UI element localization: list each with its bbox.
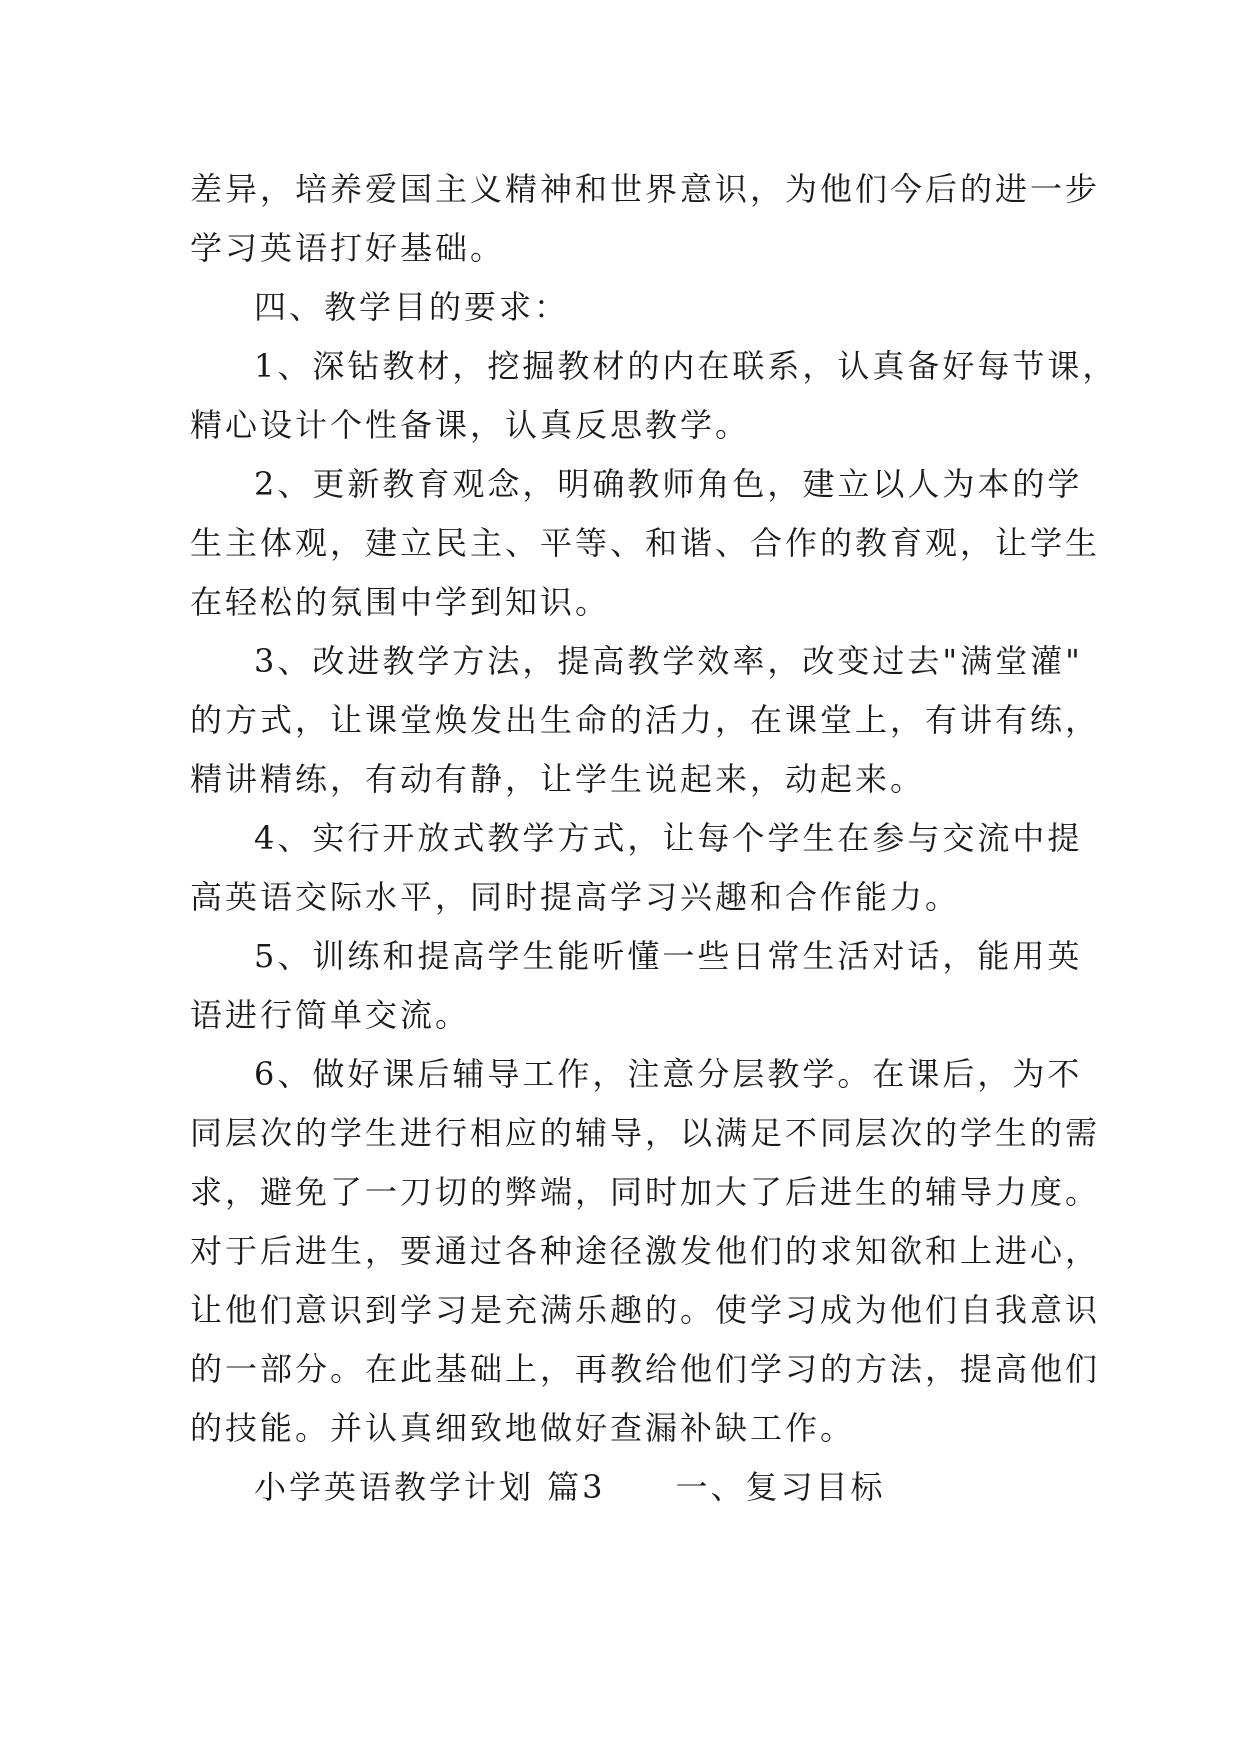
- text-line: 学习英语打好基础。: [190, 229, 506, 267]
- text-line: 高英语交际水平，同时提高学习兴趣和合作能力。: [190, 878, 961, 916]
- text-line: 的一部分。在此基础上，再教给他们学习的方法，提高他们: [190, 1350, 1101, 1388]
- text-line: 5、训练和提高学生能听懂一些日常生活对话，能用英: [254, 937, 1083, 975]
- text-line: 精心设计个性备课，认真反思教学。: [190, 406, 751, 444]
- text-line: 1、深钻教材，挖掘教材的内在联系，认真备好每节课，: [254, 347, 1118, 385]
- text-line: 精讲精练，有动有静，让学生说起来，动起来。: [190, 760, 926, 798]
- text-line: 让他们意识到学习是充满乐趣的。使学习成为他们自我意识: [190, 1291, 1101, 1329]
- text-line: 4、实行开放式教学方式，让每个学生在参与交流中提: [254, 819, 1083, 857]
- text-line: 的方式，让课堂焕发出生命的活力，在课堂上，有讲有练，: [190, 701, 1101, 739]
- text-line: 对于后进生，要通过各种途径激发他们的求知欲和上进心，: [190, 1232, 1101, 1270]
- document-body: [190, 160, 1118, 1517]
- text-line: 6、做好课后辅导工作，注意分层教学。在课后，为不: [254, 1055, 1083, 1093]
- text-line: 语进行简单交流。: [190, 996, 471, 1034]
- text-line: 求，避免了一刀切的弊端，同时加大了后进生的辅导力度。: [190, 1173, 1101, 1211]
- text-line: 的技能。并认真细致地做好查漏补缺工作。: [190, 1409, 856, 1447]
- section-heading: [190, 1458, 1070, 1517]
- section-title: 小学英语教学计划 篇3: [254, 1468, 606, 1506]
- text-line: 在轻松的氛围中学到知识。: [190, 583, 611, 621]
- text-line: 2、更新教育观念，明确教师角色，建立以人为本的学: [254, 465, 1083, 503]
- text-line: 四、教学目的要求：: [254, 288, 570, 326]
- text-line: 生主体观，建立民主、平等、和谐、合作的教育观，让学生: [190, 524, 1101, 562]
- text-line: 3、改进教学方法，提高教学效率，改变过去"满堂灌": [254, 642, 1083, 680]
- section-subtitle: 一、复习目标: [675, 1468, 886, 1506]
- text-line: 差异，培养爱国主义精神和世界意识，为他们今后的进一步: [190, 170, 1101, 208]
- text-line: 同层次的学生进行相应的辅导，以满足不同层次的学生的需: [190, 1114, 1101, 1152]
